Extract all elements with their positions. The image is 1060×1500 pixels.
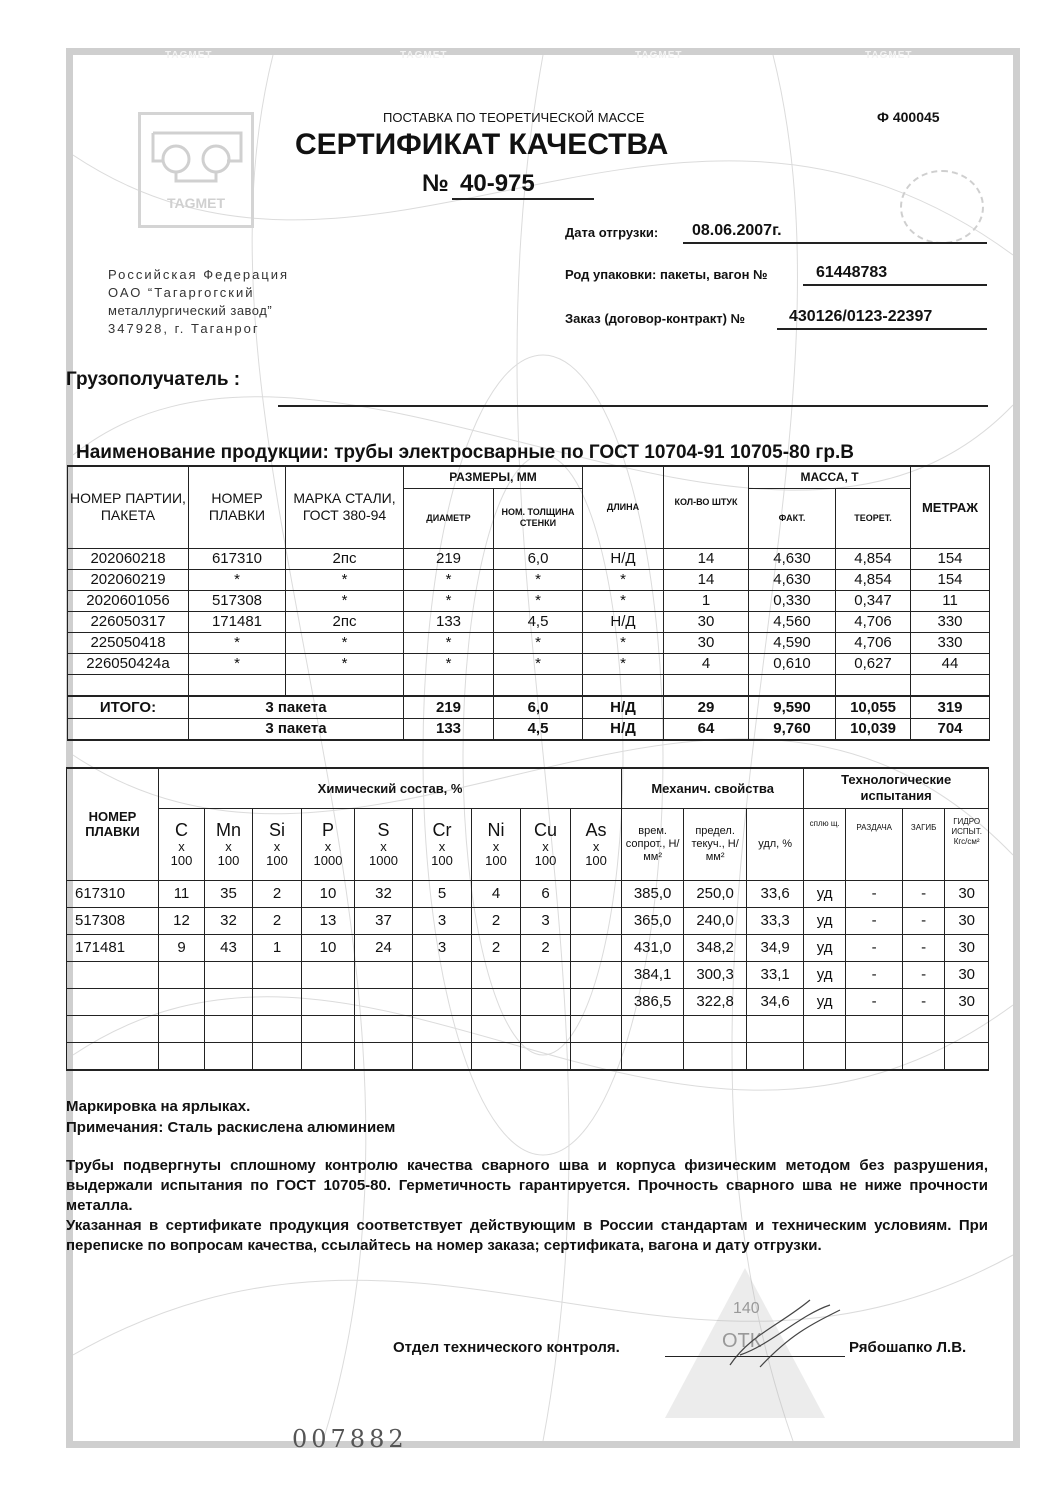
- frame-watermark: TAGMET: [635, 50, 683, 61]
- totals-meters: 704: [911, 718, 990, 740]
- order-underline: [777, 328, 987, 330]
- cell-diameter: 219: [404, 548, 494, 569]
- table-row: [68, 569, 990, 590]
- frame-watermark: TAGMET: [400, 50, 448, 61]
- cell-flatten: уд: [804, 880, 846, 907]
- cell-steel: *: [286, 569, 404, 590]
- cell-chem: [571, 907, 622, 934]
- ship-date-label: Дата отгрузки:: [565, 225, 659, 240]
- cell-qty: 30: [664, 632, 749, 653]
- cell-mass-actual: 4,560: [749, 611, 836, 632]
- col-header-mass: МАССА, Т: [749, 466, 911, 488]
- table-row: [68, 611, 990, 632]
- col-header-steel: МАРКА СТАЛИ, ГОСТ 380-94: [286, 466, 404, 548]
- cell-mass-actual: 4,630: [749, 569, 836, 590]
- quality-paragraph: Трубы подвергнуты сплошному контролю качества сварного шва и корпуса физическим методом без разрушения, выдержали испытания по ГОСТ 10705-80. Герметичность гарантируется. Прочность сварного шва не ниже прочности металла.: [66, 1157, 988, 1214]
- cell-mass-theor: 0,627: [836, 653, 911, 674]
- supply-note: ПОСТАВКА ПО ТЕОРЕТИЧЕСКОЙ МАССЕ: [383, 110, 645, 125]
- table-row: [67, 880, 989, 907]
- cell-steel: 2пс: [286, 611, 404, 632]
- cell-diameter: *: [404, 653, 494, 674]
- cell-expand: -: [846, 907, 903, 934]
- cell-chem: 32: [355, 880, 413, 907]
- table-row: [68, 653, 990, 674]
- cell-flatten: уд: [804, 907, 846, 934]
- totals-diameter: 219: [404, 696, 494, 718]
- totals-mass-theor: 10,039: [836, 718, 911, 740]
- cell-heat: 617310: [189, 548, 286, 569]
- cell-steel: *: [286, 653, 404, 674]
- cell-steel: *: [286, 632, 404, 653]
- frame-watermark: TAGMET: [165, 50, 213, 61]
- cell-length: *: [583, 590, 664, 611]
- cell-steel: 2пс: [286, 548, 404, 569]
- cell-mass-theor: 4,854: [836, 569, 911, 590]
- totals-length: Н/Д: [583, 696, 664, 718]
- issuer-line: металлургический завод”: [108, 303, 273, 318]
- totals-wall: 6,0: [494, 696, 583, 718]
- cell-chem: 37: [355, 907, 413, 934]
- cell-length: Н/Д: [583, 611, 664, 632]
- cell-chem: 43: [205, 934, 253, 961]
- cell-chem: [571, 934, 622, 961]
- cell-heat: *: [189, 569, 286, 590]
- ship-date-value: 08.06.2007г.: [692, 222, 782, 239]
- cell-tensile: 365,0: [622, 907, 684, 934]
- cell-chem: 2: [253, 907, 302, 934]
- cell-diameter: *: [404, 569, 494, 590]
- cell-chem: 10: [302, 934, 355, 961]
- signature-scribble-icon: [720, 1295, 850, 1375]
- consignee-underline: [278, 405, 988, 407]
- consignee-label: Грузополучатель :: [66, 369, 241, 390]
- cell-chem: 9: [159, 934, 205, 961]
- cell-diameter: *: [404, 632, 494, 653]
- cell-yield: 322,8: [684, 988, 747, 1015]
- col-header-mass-actual: ФАКТ.: [749, 488, 836, 548]
- properties-table: [66, 767, 989, 1071]
- col-header-bend: ЗАГИБ: [903, 808, 945, 880]
- cell-length: Н/Д: [583, 548, 664, 569]
- cell-chem: 3: [413, 934, 472, 961]
- cell-chem: 6: [521, 880, 571, 907]
- cell-elong: 34,6: [747, 988, 804, 1015]
- cell-chem: 2: [521, 934, 571, 961]
- col-header-length: ДЛИНА: [583, 466, 664, 548]
- totals-qty: 64: [664, 718, 749, 740]
- cert-number: 40-975: [460, 170, 535, 197]
- compliance-paragraph: Указанная в сертификате продукция соответствует действующим в России стандартам и техническим условиям. При переписке по вопросам качества, ссылайтесь на номер заказа; сертификата, вагона и дату отгрузки.: [66, 1217, 988, 1254]
- cell-qty: 14: [664, 569, 749, 590]
- col-header-element: S x 1000: [355, 808, 413, 880]
- cell-wall: *: [494, 653, 583, 674]
- cell-mass-actual: 4,630: [749, 548, 836, 569]
- cell-heat: *: [189, 632, 286, 653]
- cell-chem: 1: [253, 934, 302, 961]
- cell-chem: 11: [159, 880, 205, 907]
- cell-heat: 171481: [189, 611, 286, 632]
- round-stamp: [900, 170, 984, 244]
- cell-batch: 202060218: [68, 548, 189, 569]
- signature-line: [665, 1356, 845, 1357]
- cell-wall: *: [494, 590, 583, 611]
- col-header-tensile: врем. сопрот., Н/мм²: [622, 808, 684, 880]
- stamp-text: ОТК: [722, 1330, 762, 1352]
- cell-expand: -: [846, 880, 903, 907]
- totals-row: [68, 718, 990, 740]
- cell-length: *: [583, 569, 664, 590]
- cell-meters: 330: [911, 611, 990, 632]
- col-header-diameter: ДИАМЕТР: [404, 488, 494, 548]
- cell-flatten: уд: [804, 988, 846, 1015]
- cell-diameter: *: [404, 590, 494, 611]
- cell-wall: *: [494, 569, 583, 590]
- cell-chem: 5: [413, 880, 472, 907]
- table-row-empty: [68, 674, 990, 696]
- table-row: [67, 907, 989, 934]
- cell-batch: 226050424a: [68, 653, 189, 674]
- table-row: [67, 934, 989, 961]
- totals-label: ИТОГО:: [68, 696, 189, 718]
- frame-watermark: TAGMET: [865, 50, 913, 61]
- cell-diameter: 133: [404, 611, 494, 632]
- cell-meters: 11: [911, 590, 990, 611]
- cell-mass-actual: 0,610: [749, 653, 836, 674]
- marking-note: Маркировка на ярлыках.: [66, 1098, 251, 1115]
- cell-mass-theor: 4,706: [836, 611, 911, 632]
- cell-yield: 250,0: [684, 880, 747, 907]
- col-header-element: P x 1000: [302, 808, 355, 880]
- cell-flatten: уд: [804, 934, 846, 961]
- col-header-hydro: ГИДРО ИСПЫТ. Кгс/см²: [945, 808, 989, 880]
- cell-qty: 14: [664, 548, 749, 569]
- cell-chem: 32: [205, 907, 253, 934]
- totals-length: Н/Д: [583, 718, 664, 740]
- table-row: [68, 590, 990, 611]
- cell-qty: 1: [664, 590, 749, 611]
- logo-pipes-icon: [141, 121, 251, 201]
- cell-chem: 2: [472, 934, 521, 961]
- cell-chem: 2: [472, 907, 521, 934]
- cell-heat: 617310: [67, 880, 159, 907]
- col-header-mass-theor: ТЕОРЕТ.: [836, 488, 911, 548]
- cell-chem: 35: [205, 880, 253, 907]
- cell-chem: 3: [521, 907, 571, 934]
- cert-number-prefix: №: [422, 170, 449, 197]
- cell-chem: 24: [355, 934, 413, 961]
- cell-heat: [67, 961, 159, 988]
- cell-tensile: 386,5: [622, 988, 684, 1015]
- cell-batch: 225050418: [68, 632, 189, 653]
- issuer-address: [108, 266, 289, 338]
- cell-wall: *: [494, 632, 583, 653]
- col-header-element: Cr x 100: [413, 808, 472, 880]
- cell-batch: 202060219: [68, 569, 189, 590]
- cell-mass-actual: 0,330: [749, 590, 836, 611]
- col-header-sizes: РАЗМЕРЫ, ММ: [404, 466, 583, 488]
- totals-qty: 29: [664, 696, 749, 718]
- wagon-underline: [803, 284, 987, 286]
- cell-chem: 10: [302, 880, 355, 907]
- table-row: [67, 988, 989, 1015]
- cell-elong: 33,1: [747, 961, 804, 988]
- cell-chem: 13: [302, 907, 355, 934]
- col-header-tech: Технологические испытания: [804, 768, 989, 808]
- col-header-elong: удл, %: [747, 808, 804, 880]
- cell-hydro: 30: [945, 934, 989, 961]
- cell-meters: 154: [911, 548, 990, 569]
- cell-tensile: 385,0: [622, 880, 684, 907]
- cell-heat: [67, 988, 159, 1015]
- issuer-line: ОАО “Тагарrогский: [108, 285, 255, 300]
- cell-mass-theor: 4,706: [836, 632, 911, 653]
- col-header-heat: НОМЕР ПЛАВКИ: [189, 466, 286, 548]
- cell-wall: 6,0: [494, 548, 583, 569]
- col-header-wall: НОМ. ТОЛЩИНА СТЕНКИ: [494, 488, 583, 548]
- col-header-mech: Механич. свойства: [622, 768, 804, 808]
- cell-heat: *: [189, 653, 286, 674]
- totals-packs: 3 пакета: [189, 718, 404, 740]
- col-header-element: Si x 100: [253, 808, 302, 880]
- cell-elong: 33,3: [747, 907, 804, 934]
- product-name: Наименование продукции: трубы электросварные по ГОСТ 10704-91 10705-80 гр.В: [76, 442, 854, 463]
- cell-qty: 30: [664, 611, 749, 632]
- cell-batch: 226050317: [68, 611, 189, 632]
- totals-packs: 3 пакета: [189, 696, 404, 718]
- shipment-table: [67, 465, 990, 741]
- totals-diameter: 133: [404, 718, 494, 740]
- tagmet-logo: [138, 112, 254, 228]
- cell-tensile: 384,1: [622, 961, 684, 988]
- cell-chem: 4: [472, 880, 521, 907]
- cell-chem: 2: [253, 880, 302, 907]
- cell-bend: -: [903, 961, 945, 988]
- cell-qty: 4: [664, 653, 749, 674]
- totals-wall: 4,5: [494, 718, 583, 740]
- cell-mass-theor: 0,347: [836, 590, 911, 611]
- form-code: Ф 400045: [877, 109, 940, 125]
- ship-date-underline: [683, 242, 987, 244]
- cell-yield: 240,0: [684, 907, 747, 934]
- col-header-qty: КОЛ-ВО ШТУК: [664, 466, 749, 548]
- col-header-element: Ni x 100: [472, 808, 521, 880]
- totals-row: [68, 696, 990, 718]
- remarks-note: Примечания: Сталь раскислена алюминием: [66, 1119, 396, 1136]
- cert-number-underline: [452, 198, 594, 200]
- table-row-empty: [67, 1015, 989, 1042]
- cell-heat: 171481: [67, 934, 159, 961]
- col-header-batch: НОМЕР ПАРТИИ, ПАКЕТА: [68, 466, 189, 548]
- table-row: [67, 961, 989, 988]
- cell-bend: -: [903, 988, 945, 1015]
- issuer-line: 347928, г. Таганрог: [108, 321, 260, 336]
- cell-expand: -: [846, 934, 903, 961]
- cell-elong: 34,9: [747, 934, 804, 961]
- cell-mass-theor: 4,854: [836, 548, 911, 569]
- totals-mass-actual: 9,760: [749, 718, 836, 740]
- notes-block: [66, 1096, 395, 1138]
- document-title: СЕРТИФИКАТ КАЧЕСТВА: [295, 128, 669, 161]
- stamp-number: 140: [733, 1300, 760, 1317]
- cell-steel: *: [286, 590, 404, 611]
- packing-label: Род упаковки: пакеты, вагон №: [565, 267, 768, 282]
- cell-tensile: 431,0: [622, 934, 684, 961]
- cell-hydro: 30: [945, 961, 989, 988]
- wagon-number: 61448783: [816, 264, 888, 281]
- cell-meters: 330: [911, 632, 990, 653]
- cell-length: *: [583, 653, 664, 674]
- totals-meters: 319: [911, 696, 990, 718]
- col-header-expand: РАЗДАЧА: [846, 808, 903, 880]
- cell-wall: 4,5: [494, 611, 583, 632]
- cell-flatten: уд: [804, 961, 846, 988]
- col-header-element: Mn x 100: [205, 808, 253, 880]
- col-header-chem: Химический состав, %: [159, 768, 622, 808]
- table-row-empty: [67, 1042, 989, 1070]
- col-header-meters: МЕТРАЖ: [911, 466, 990, 548]
- col-header-flatten: сплю щ.: [804, 808, 846, 880]
- signatory-name: Рябошапко Л.В.: [849, 1339, 967, 1356]
- table-row: [68, 548, 990, 569]
- cell-heat: 517308: [189, 590, 286, 611]
- cell-elong: 33,6: [747, 880, 804, 907]
- table-row: [68, 632, 990, 653]
- cell-batch: 2020601056: [68, 590, 189, 611]
- cell-chem: [571, 880, 622, 907]
- cell-yield: 348,2: [684, 934, 747, 961]
- serial-number: 007882: [292, 1425, 408, 1453]
- cell-chem: 12: [159, 907, 205, 934]
- cell-hydro: 30: [945, 880, 989, 907]
- col-header-element: As x 100: [571, 808, 622, 880]
- issuer-line: Российская Федерация: [108, 267, 290, 282]
- totals-mass-actual: 9,590: [749, 696, 836, 718]
- order-label: Заказ (договор-контракт) №: [565, 311, 746, 326]
- cell-length: *: [583, 632, 664, 653]
- col-header-yield: предел. текуч., Н/мм²: [684, 808, 747, 880]
- cell-meters: 44: [911, 653, 990, 674]
- otk-dept-label: Отдел технического контроля.: [393, 1339, 620, 1356]
- cell-meters: 154: [911, 569, 990, 590]
- cell-mass-actual: 4,590: [749, 632, 836, 653]
- col-header-element: Cu x 100: [521, 808, 571, 880]
- logo-text: TAGMET: [166, 195, 226, 211]
- cell-bend: -: [903, 907, 945, 934]
- cell-chem: 3: [413, 907, 472, 934]
- cell-hydro: 30: [945, 988, 989, 1015]
- col-header-heat: НОМЕР ПЛАВКИ: [67, 768, 159, 880]
- cell-expand: -: [846, 961, 903, 988]
- col-header-element: C x 100: [159, 808, 205, 880]
- totals-mass-theor: 10,055: [836, 696, 911, 718]
- cell-bend: -: [903, 934, 945, 961]
- cell-heat: 517308: [67, 907, 159, 934]
- order-number: 430126/0123-22397: [789, 308, 933, 325]
- cell-expand: -: [846, 988, 903, 1015]
- cell-yield: 300,3: [684, 961, 747, 988]
- cell-hydro: 30: [945, 907, 989, 934]
- cell-bend: -: [903, 880, 945, 907]
